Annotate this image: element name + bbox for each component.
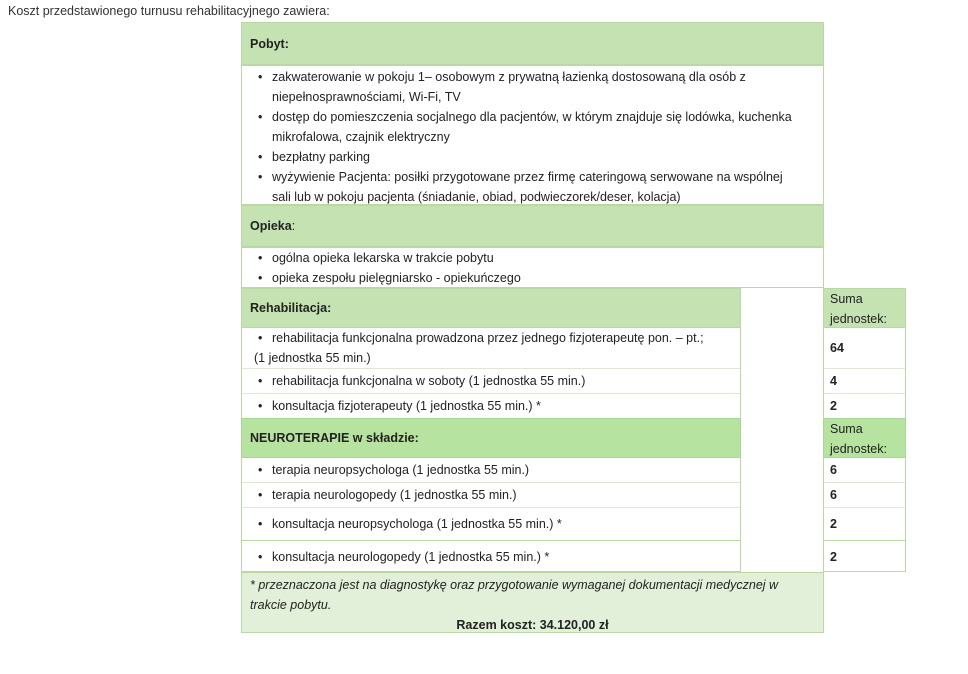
neuro-values: [823, 458, 906, 572]
table-row: [242, 541, 740, 573]
opieka-list: [242, 248, 823, 288]
pobyt-list-box: [241, 65, 824, 205]
neuro-value: 6: [824, 458, 905, 483]
pobyt-title: Pobyt:: [250, 36, 289, 51]
neuro-row-label: • konsultacja neuropsychologa (1 jednostka 55 min.) *: [242, 514, 562, 534]
opieka-header: [241, 205, 824, 247]
table-row: [242, 328, 740, 369]
rehab-row-label: • rehabilitacja funkcjonalna prowadzona przez jednego fizjoterapeutę pon. – pt.;: [242, 328, 740, 348]
neuro-title: NEUROTERAPIE w składzie:: [250, 431, 419, 445]
opieka-title-colon: :: [291, 219, 296, 233]
neuro-row-label: • terapia neuropsychologa (1 jednostka 55 min.): [242, 460, 529, 480]
opieka-list-box: [241, 247, 824, 288]
rehab-row-label: • rehabilitacja funkcjonalna w soboty (1 jednostka 55 min.): [242, 371, 585, 391]
list-item: • dostęp do pomieszczenia socjalnego dla pacjentów, w którym znajduje się lodówka, kuchenka mikrofalowa, czajnik elektryczny: [242, 107, 802, 147]
neuro-value: 6: [824, 483, 905, 508]
pobyt-header: [241, 22, 824, 65]
rehab-sum-header: [823, 288, 906, 328]
table-row: [242, 458, 740, 483]
neuro-rows: [241, 458, 741, 572]
intro-text: Koszt przedstawionego turnusu rehabilitacyjnego zawiera:: [8, 4, 330, 18]
table-row: [242, 508, 740, 541]
rehab-value: 2: [830, 399, 837, 413]
list-item: • opieka zespołu pielęgniarsko - opiekuńczego: [242, 268, 823, 288]
neuro-sum-header: [823, 418, 906, 458]
list-item: • wyżywienie Pacjenta: posiłki przygotowane przez firmę cateringową serwowane na wspólnej sali lub w pokoju pacjenta (śniadanie, obiad, podwieczorek/deser, kolacja): [242, 167, 802, 207]
rehab-row-label-cont: (1 jednostka 55 min.): [254, 351, 371, 365]
table-row: [242, 483, 740, 508]
rehab-title: Rehabilitacja:: [250, 301, 332, 315]
table-row: [242, 394, 740, 418]
neuro-value: 2: [824, 508, 905, 541]
rehab-row-label: • konsultacja fizjoterapeuty (1 jednostka 55 min.) *: [242, 396, 541, 416]
footnote: * przeznaczona jest na diagnostykę oraz przygotowanie wymaganej dokumentacji medycznej w trakcie pobytu.: [250, 578, 779, 612]
rehab-sum-header-text: Suma jednostek:: [830, 292, 887, 326]
opieka-title: Opieka: [250, 219, 292, 233]
pobyt-list: [242, 67, 802, 207]
rehab-value: 4: [824, 369, 905, 394]
neuro-row-label: • terapia neurologopedy (1 jednostka 55 min.): [242, 485, 517, 505]
total-cost: Razem koszt: 34.120,00 zł: [456, 618, 609, 632]
list-item: • ogólna opieka lekarska w trakcie pobytu: [242, 248, 823, 268]
neuro-header: [241, 418, 741, 458]
neuro-row-label: • konsultacja neurologopedy (1 jednostka 55 min.) *: [242, 547, 549, 567]
neuro-sum-header-text: Suma jednostek:: [830, 422, 887, 456]
table-row: [242, 369, 740, 394]
neuro-value: 2: [830, 550, 837, 564]
rehab-rows: [241, 328, 741, 418]
rehab-value: 64: [824, 328, 905, 369]
list-item: • zakwaterowanie w pokoju 1– osobowym z prywatną łazienką dostosowaną dla osób z niepełnosprawnościami, Wi-Fi, TV: [242, 67, 802, 107]
footer-box: [241, 572, 824, 633]
rehab-values: [823, 328, 906, 418]
rehab-header: [241, 288, 741, 328]
list-item: • bezpłatny parking: [242, 147, 802, 167]
